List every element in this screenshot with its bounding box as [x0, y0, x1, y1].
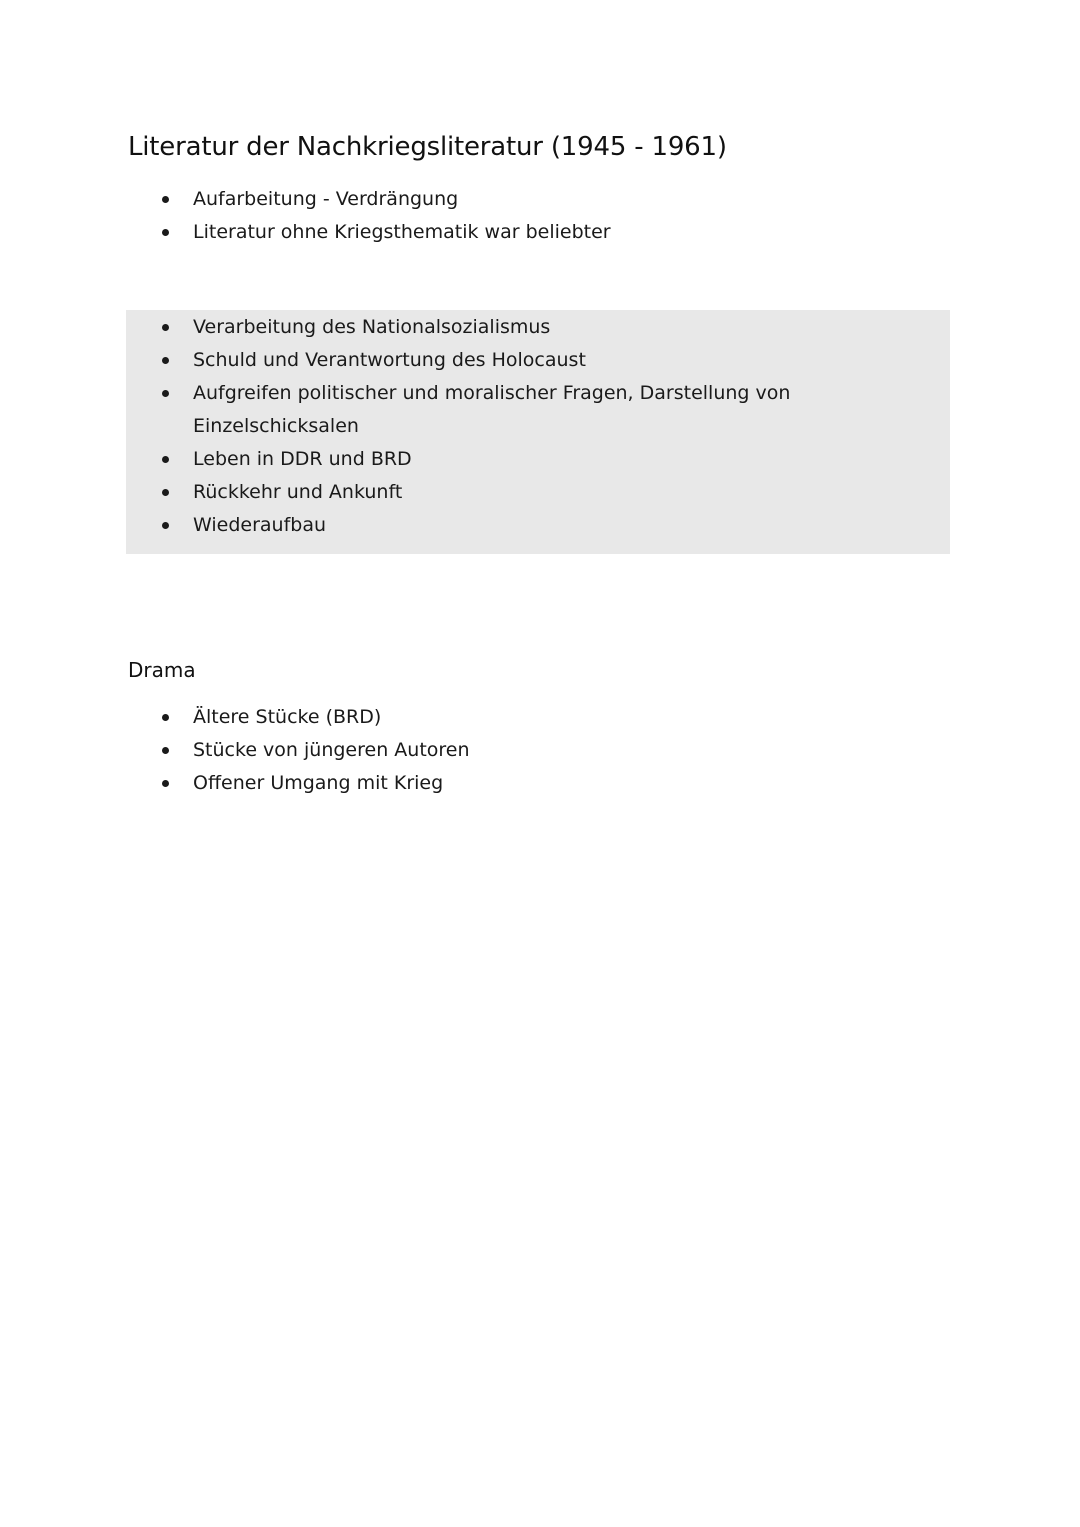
list-item-text: Leben in DDR und BRD	[193, 448, 412, 470]
bullet-icon	[162, 522, 169, 529]
list-item	[0, 701, 470, 734]
list-item-text: Schuld und Verantwortung des Holocaust	[193, 349, 586, 371]
list-item-text: Stücke von jüngeren Autoren	[193, 739, 470, 761]
bullet-icon	[162, 747, 169, 754]
list-item	[0, 377, 833, 443]
list-item-text: Ältere Stücke (BRD)	[193, 706, 382, 728]
themes-list	[0, 311, 833, 542]
bullet-icon	[162, 780, 169, 787]
list-item-text: Aufarbeitung - Verdrängung	[193, 188, 459, 210]
bullet-icon	[162, 324, 169, 331]
list-item-text: Aufgreifen politischer und moralischer Fragen, Darstellung von Einzelschicksalen	[193, 382, 791, 437]
list-item-text: Literatur ohne Kriegsthematik war beliebter	[193, 221, 611, 243]
list-item	[0, 311, 833, 344]
list-item	[0, 216, 611, 249]
bullet-icon	[162, 456, 169, 463]
list-item	[0, 344, 833, 377]
list-item	[0, 183, 611, 216]
bullet-icon	[162, 229, 169, 236]
bullet-icon	[162, 714, 169, 721]
intro-list	[0, 183, 611, 249]
bullet-icon	[162, 489, 169, 496]
bullet-icon	[162, 196, 169, 203]
list-item	[0, 734, 470, 767]
list-item	[0, 509, 833, 542]
drama-heading: Drama	[128, 658, 196, 682]
bullet-icon	[162, 390, 169, 397]
list-item-text: Verarbeitung des Nationalsozialismus	[193, 316, 551, 338]
page-title: Literatur der Nachkriegsliteratur (1945 - 1961)	[128, 132, 727, 162]
list-item-text: Offener Umgang mit Krieg	[193, 772, 444, 794]
bullet-icon	[162, 357, 169, 364]
list-item	[0, 767, 470, 800]
list-item-text: Wiederaufbau	[193, 514, 327, 536]
list-item	[0, 443, 833, 476]
list-item-text: Rückkehr und Ankunft	[193, 481, 403, 503]
list-item	[0, 476, 833, 509]
drama-list	[0, 701, 470, 800]
